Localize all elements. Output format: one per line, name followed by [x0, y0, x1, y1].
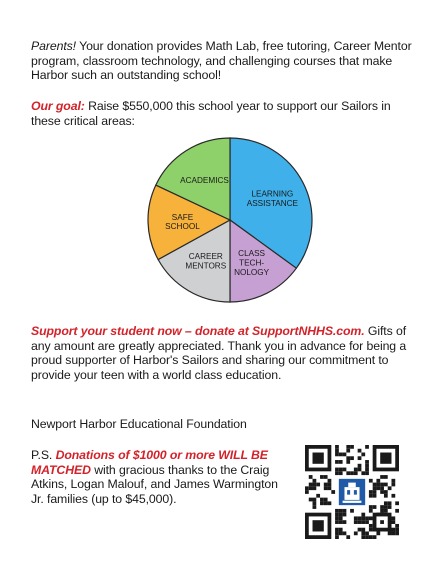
- pie-slice-label-1: CLASS TECH-NOLOGY: [234, 248, 270, 277]
- pie-slice-label-0: LEARNING ASSISTANCE: [246, 189, 299, 209]
- goal-body: Raise $550,000 this school year to support our Sailors in these critical areas:: [31, 99, 391, 128]
- ps-prefix: P.S.: [31, 448, 56, 462]
- support-paragraph: [31, 324, 413, 382]
- intro-lead: Parents!: [31, 39, 76, 53]
- ps-lead: Donations of $1000 or more WILL BE MATCHED: [31, 448, 268, 477]
- intro-body: Your donation provides Math Lab, free tutoring, Career Mentor program, classroom technology, and challenging courses that make Harbor such an outstanding school!: [31, 39, 412, 83]
- goal-paragraph: [31, 99, 413, 128]
- support-body: Gifts of any amount are greatly appreciated. Thank you in advance for being a proud supporter of Harbor's Sailors and sharing our commitment to provide your teen with a world class education.: [31, 324, 407, 382]
- pie-slice-label-4: ACADEMICS: [180, 175, 229, 185]
- pie-slice-label-2: CAREER MENTORS: [185, 252, 227, 271]
- pie-slice-label-3: SAFE SCHOOL: [165, 212, 200, 232]
- support-lead[interactable]: Support your student now – donate at SupportNHHS.com.: [31, 324, 365, 338]
- goal-lead: Our goal:: [31, 99, 85, 113]
- ps-body: with gracious thanks to the Craig Atkins, Logan Malouf, and James Warmington Jr. families (up to $45,000).: [31, 462, 278, 506]
- pie-chart: [140, 130, 320, 310]
- intro-paragraph: [31, 39, 413, 83]
- ps-paragraph: [31, 448, 281, 506]
- qr-code-icon[interactable]: [305, 445, 399, 539]
- foundation-name: Newport Harbor Educational Foundation: [31, 417, 247, 431]
